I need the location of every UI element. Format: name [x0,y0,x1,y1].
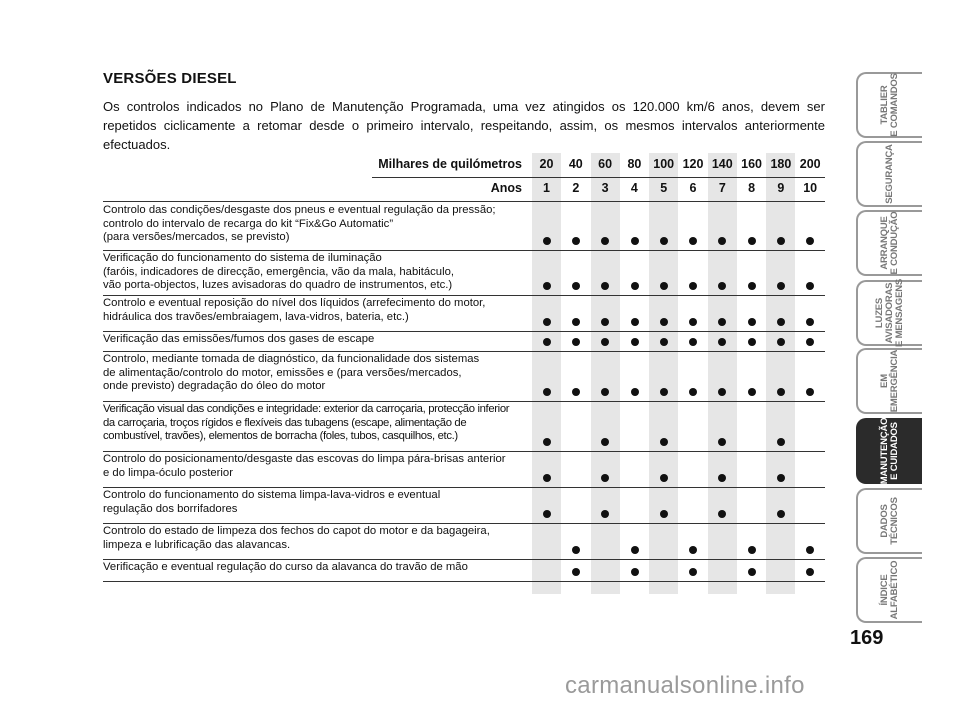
maintenance-dot [777,388,785,396]
km-header-cell: 160 [741,157,763,171]
table-row [103,451,825,488]
km-header-cells [532,153,825,177]
chapter-tab[interactable] [856,72,922,138]
row-description: Controlo do posicionamento/desgaste das escovas do limpa pára-brisas anterior e do limpa-óculo posterior [103,453,506,479]
maintenance-dot [718,237,726,245]
maintenance-dot [806,237,814,245]
km-header-label: Milhares de quilómetros [378,157,522,171]
row-description: Controlo do funcionamento do sistema limpa-lava-vidros e eventual regulação dos borrifadores [103,489,441,515]
maintenance-dot [631,338,639,346]
maintenance-dot [660,438,668,446]
table-row [103,202,825,251]
chapter-tab-label: ÍNDICE ALFABÉTICO [879,560,900,620]
km-header-cell: 180 [770,157,792,171]
year-header-cell: 9 [777,181,785,195]
row-description: Verificação visual das condições e integridade: exterior da carroçaria, protecção inferior da carroçaria, troços rígidos e flexíveis das tubagens (escape, alimentação de combustível, travões), elementos de borracha (foles, tubos, casquilhos, etc.) [103,403,510,443]
maintenance-dot [572,237,580,245]
maintenance-dot [689,318,697,326]
table-row [103,331,825,352]
years-header-row [433,177,825,202]
chapter-tab[interactable] [856,280,922,346]
page-number: 169 [850,627,884,649]
maintenance-dot [718,510,726,518]
chapter-tab[interactable] [856,418,922,484]
chapter-tab[interactable] [856,210,922,276]
chapter-tab-label: SEGURANÇA [884,144,895,204]
chapter-tab-label: EM EMERGÊNCIA [879,349,900,413]
table-row [103,523,825,560]
maintenance-dot [806,568,814,576]
year-header-cell: 2 [572,181,580,195]
maintenance-dot [689,282,697,290]
maintenance-dot [748,318,756,326]
maintenance-dot [748,568,756,576]
table-row [103,351,825,402]
maintenance-dot [660,510,668,518]
maintenance-dot [718,474,726,482]
maintenance-dot [806,338,814,346]
maintenance-dot [572,388,580,396]
chapter-tab[interactable] [856,557,922,623]
maintenance-dot [748,338,756,346]
maintenance-dot [543,438,551,446]
maintenance-dot [631,318,639,326]
chapter-tab-label: DADOS TÉCNICOS [879,497,900,545]
maintenance-dot [601,338,609,346]
row-description: Controlo do estado de limpeza dos fechos do capot do motor e da bagageira, limpeza e lubrificação das alavancas. [103,525,490,551]
year-header-cell: 7 [718,181,726,195]
maintenance-dot [631,388,639,396]
years-header-cells [532,177,825,201]
maintenance-dot [718,318,726,326]
chapter-tab-label: MANUTENÇÃO E CUIDADOS [879,417,900,485]
maintenance-dot [689,568,697,576]
year-header-cell: 4 [630,181,638,195]
maintenance-dot [572,338,580,346]
row-description: Controlo das condições/desgaste dos pneus e eventual regulação da pressão; controlo do intervalo de recarga do kit “Fix&Go Automatic” (para versões/mercados, se previsto) [103,204,496,244]
maintenance-dot [777,237,785,245]
table-row [103,401,825,452]
maintenance-dot [718,338,726,346]
km-header-cell: 200 [799,157,821,171]
maintenance-dot [572,282,580,290]
chapter-tab[interactable] [856,488,922,554]
maintenance-dot [543,474,551,482]
maintenance-dot [660,338,668,346]
km-header-cell: 20 [539,157,554,171]
maintenance-dot [631,568,639,576]
maintenance-dot [806,388,814,396]
year-header-cell: 8 [748,181,756,195]
year-header-cell: 3 [601,181,609,195]
intro-paragraph: Os controlos indicados no Plano de Manutenção Programada, uma vez atingidos os 120.000 km/6 anos, devem ser repetidos ciclicamente a retomar desde o primeiro intervalo, respeitando, assim, os mesmos intervalos anteriormente efectuados. [103,99,825,152]
maintenance-dot [543,338,551,346]
km-header-cell: 40 [568,157,583,171]
year-header-cell: 10 [803,181,818,195]
maintenance-dot [631,282,639,290]
maintenance-dot [718,438,726,446]
km-header-cell: 120 [682,157,704,171]
year-header-cell: 5 [660,181,668,195]
maintenance-dot [543,318,551,326]
chapter-tab-label: TABLIER E COMANDOS [879,73,900,137]
maintenance-dot [777,318,785,326]
km-header-row [372,153,825,178]
chapter-tab-label: ARRANQUE E CONDUÇÃO [879,211,900,275]
maintenance-dot [689,338,697,346]
table-row [103,487,825,524]
maintenance-dot [660,318,668,326]
maintenance-dot [689,237,697,245]
maintenance-dot [777,282,785,290]
row-description: Verificação do funcionamento do sistema de iluminação (faróis, indicadores de direcção, emergência, vão da mala, habitáculo, vão porta-objectos, luzes avisadoras do quadro de instrumentos, etc.) [103,252,455,292]
maintenance-dot [777,474,785,482]
maintenance-dot [660,282,668,290]
maintenance-dot [806,282,814,290]
km-header-cell: 140 [711,157,733,171]
maintenance-dot [777,338,785,346]
maintenance-dot [572,568,580,576]
km-header-cell: 60 [598,157,613,171]
maintenance-dot [777,510,785,518]
chapter-tab[interactable] [856,141,922,207]
maintenance-dot [631,237,639,245]
maintenance-dot [543,282,551,290]
table-row [103,250,825,296]
maintenance-dot [631,546,639,554]
row-description: Controlo e eventual reposição do nível dos líquidos (arrefecimento do motor, hidráulica dos travões/embraiagem, lava-vidros, bateria, etc.) [103,297,486,323]
chapter-tab-label: LUZES AVISADORAS E MENSAGENS [874,278,905,348]
row-description: Verificação e eventual regulação do curso da alavanca do travão de mão [103,561,468,573]
maintenance-dot [601,510,609,518]
maintenance-dot [543,388,551,396]
maintenance-dot [718,388,726,396]
maintenance-dot [601,474,609,482]
maintenance-dot [543,510,551,518]
maintenance-dot [689,546,697,554]
maintenance-dot [601,438,609,446]
maintenance-dot [777,438,785,446]
row-description: Controlo, mediante tomada de diagnóstico, da funcionalidade dos sistemas de alimentação/controlo do motor, emissões e (para versões/mercados, onde previsto) degradação do óleo do motor [103,353,480,393]
maintenance-dot [718,282,726,290]
maintenance-dot [748,546,756,554]
km-header-cell: 100 [653,157,675,171]
years-header-label: Anos [490,181,522,195]
km-header-cell: 80 [627,157,642,171]
maintenance-dot [601,237,609,245]
section-title: VERSÕES DIESEL [103,70,237,87]
watermark: carmanualsonline.info [565,672,805,699]
maintenance-dot [806,318,814,326]
maintenance-dot [806,546,814,554]
maintenance-dot [689,388,697,396]
year-header-cell: 6 [689,181,697,195]
maintenance-dot [601,388,609,396]
maintenance-dot [660,388,668,396]
row-description: Verificação das emissões/fumos dos gases de escape [103,333,375,345]
table-row [103,295,825,332]
maintenance-dot [748,388,756,396]
maintenance-dot [748,282,756,290]
maintenance-dot [543,237,551,245]
maintenance-dot [660,237,668,245]
maintenance-dot [601,282,609,290]
table-row [103,559,825,582]
maintenance-dot [572,318,580,326]
maintenance-dot [572,546,580,554]
maintenance-dot [748,237,756,245]
maintenance-dot [660,474,668,482]
year-header-cell: 1 [543,181,550,195]
chapter-tab[interactable] [856,348,922,414]
maintenance-dot [601,318,609,326]
